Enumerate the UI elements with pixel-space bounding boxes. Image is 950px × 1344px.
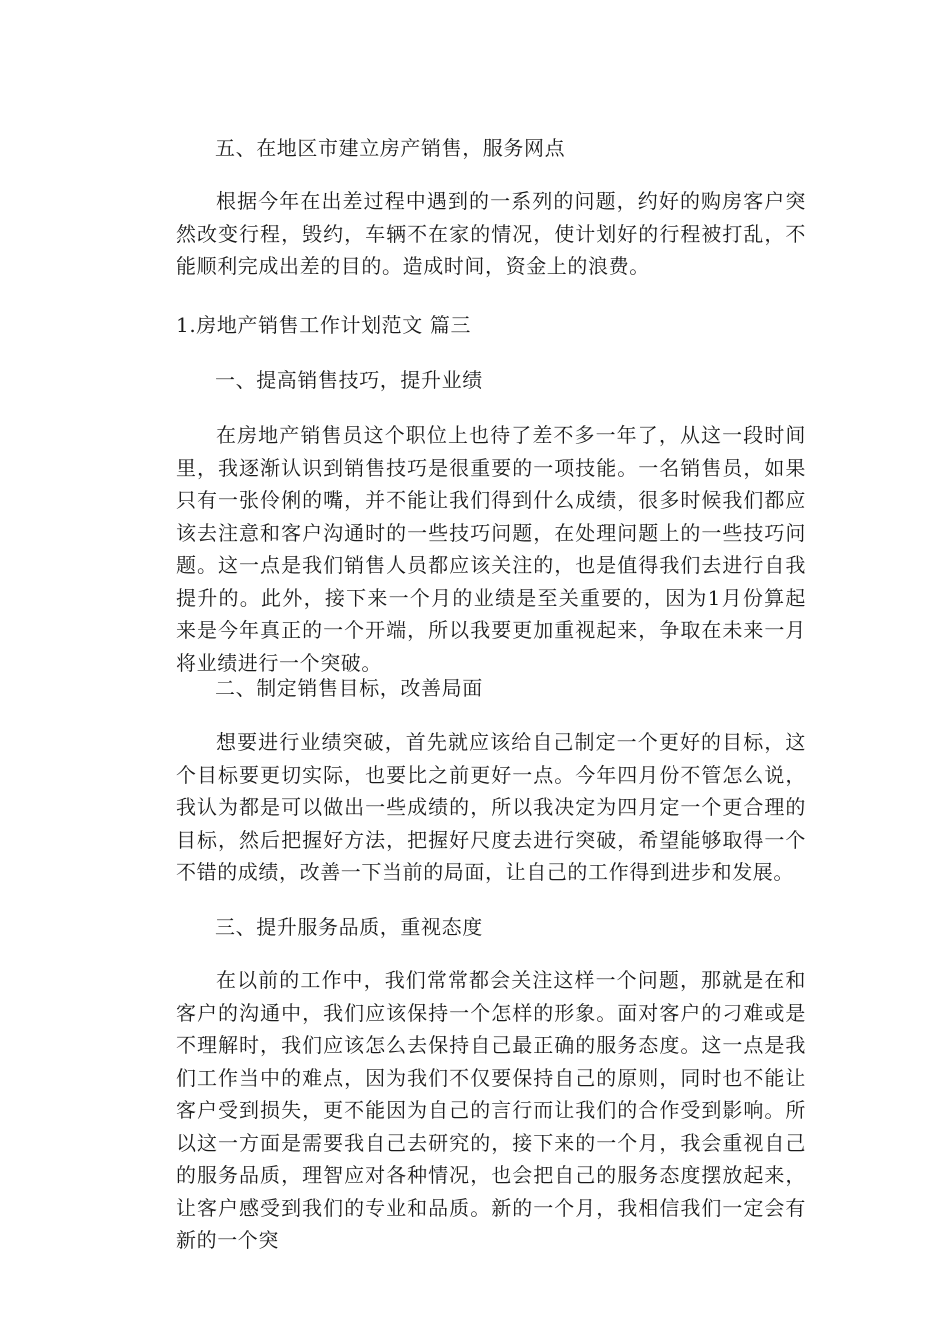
heading-2: 二、制定销售目标，改善局面	[215, 676, 483, 700]
paragraph-3: 在以前的工作中，我们常常都会关注这样一个问题，那就是在和客户的沟通中，我们应该保持一个怎样的形象。面对客户的刁难或是不理解时，我们应该怎么去保持自己最正确的服务态度。这一点是我们工作当中的难点，因为我们不仅要保持自己的原则，同时也不能让客户受到损失，更不能因为自己的言行而让我们的合作受到影响。所以这一方面是需要我自己去研究的，接下来的一个月，我会重视自己的服务品质，理智应对各种情况，也会把自己的服务态度摆放起来，让客户感受到我们的专业和品质。新的一个月，我相信我们一定会有新的一个突	[176, 968, 806, 1252]
paragraph-2: 想要进行业绩突破，首先就应该给自己制定一个更好的目标，这个目标要更切实际，也要比之前更好一点。今年四月份不管怎么说，我认为都是可以做出一些成绩的，所以我决定为四月定一个更合理的目标，然后把握好方法，把握好尺度去进行突破，希望能够取得一个不错的成绩，改善一下当前的局面，让自己的工作得到进步和发展。	[176, 730, 806, 884]
section-5-heading: 五、在地区市建立房产销售，服务网点	[215, 136, 566, 160]
heading-1: 一、提高销售技巧，提升业绩	[215, 368, 483, 392]
heading-3: 三、提升服务品质，重视态度	[215, 915, 483, 939]
article-title: 1.房地产销售工作计划范文 篇三	[176, 313, 472, 337]
section-5-paragraph: 根据今年在出差过程中遇到的一系列的问题，约好的购房客户突然改变行程，毁约，车辆不在家的情况，使计划好的行程被打乱，不能顺利完成出差的目的。造成时间，资金上的浪费。	[176, 189, 806, 278]
paragraph-1: 在房地产销售员这个职位上也待了差不多一年了，从这一段时间里，我逐渐认识到销售技巧是很重要的一项技能。一名销售员，如果只有一张伶俐的嘴，并不能让我们得到什么成绩，很多时候我们都应该去注意和客户沟通时的一些技巧问题，在处理问题上的一些技巧问题。这一点是我们销售人员都应该关注的，也是值得我们去进行自我提升的。此外，接下来一个月的业绩是至关重要的，因为1月份算起来是今年真正的一个开端，所以我要更加重视起来，争取在未来一月将业绩进行一个突破。	[176, 423, 806, 675]
